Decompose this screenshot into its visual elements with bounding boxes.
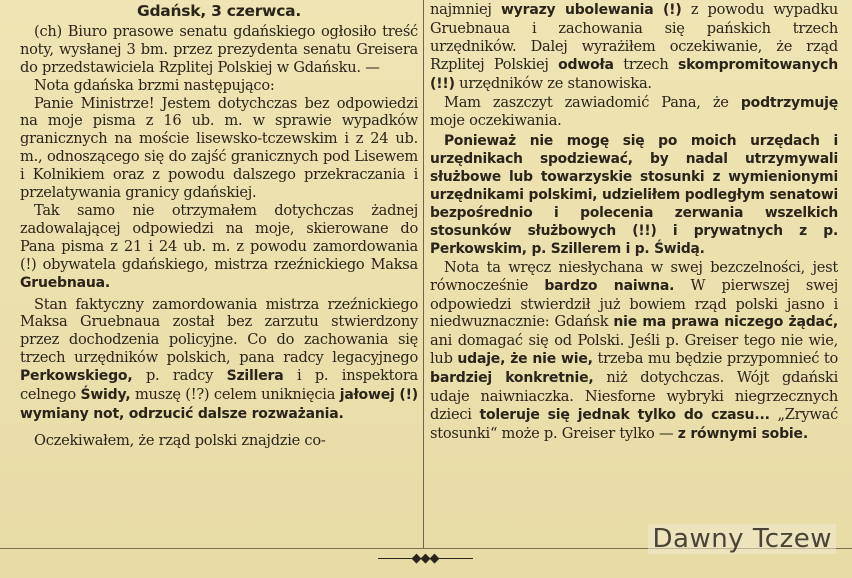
text-span: ani domagać się od Polski. Jeśli p. Greiser tego nie wie, lub [430, 332, 838, 368]
right-paragraph-1 [430, 1, 838, 94]
right-column [430, 1, 838, 444]
text-span: i p. inspektora celnego [20, 367, 419, 404]
text-span: W pierwszej swej odpowiedzi stwierdził już bowiem rząd polski jasno i niedwuznacznie: Gdańsk [430, 276, 839, 331]
bold-name: Świdy, [80, 387, 131, 404]
bold-phrase: z równymi sobie. [677, 425, 808, 442]
ornament-divider: ◆◆◆ [360, 550, 490, 566]
left-paragraph-2: Nota gdańska brzmi następująco: [34, 76, 275, 94]
text-span: Nota ta wręcz niesłychana w swej bezczelności, jest równocześnie [430, 258, 838, 294]
left-paragraph-1: (ch) Biuro prasowe senatu gdańskiego ogłosiło treść noty, wysłanej 3 bm. przez prezydenta senatu Greisera do przedstawiciela Rzplitej Polskiej w Gdańsku. — [20, 22, 418, 76]
text-span: najmniej [430, 1, 492, 18]
bold-phrase: udaje, że nie wie, [457, 351, 593, 368]
dateline: Gdańsk, 3 czerwca. [136, 2, 302, 20]
left-paragraph-4 [20, 202, 418, 293]
bold-phrase: toleruje się jednak tylko do czasu... [479, 406, 770, 423]
text-span: trzeba mu będzie przypomnieć to [597, 350, 839, 368]
bold-phrase: skompromitowanych (!!) [430, 56, 838, 92]
left-paragraph-3: Panie Ministrze! Jestem dotychczas bez odpowiedzi na moje pisma z 16 ub. m. w sprawie wypadków granicznych na moście lisewsko-tczewskim i z 24 ub. m., odnoszącego się do zajść granicznych pod Lisewem i Kolnikiem oraz z powodu dalszego przekraczania i przelatywania granicy gdańskiej. [20, 94, 418, 202]
right-paragraph-2 [430, 94, 838, 131]
column-divider [423, 0, 424, 548]
left-paragraph-5 [20, 296, 418, 424]
right-paragraph-4 [430, 259, 838, 444]
right-paragraph-3-bold: Ponieważ nie mogę się po moich urzędach i urzędnikach spodziewać, by nadal utrzymywali służbowe lub towarzyskie stosunki z wymienionymi urzędnikami polskimi, udzieliłem podległym senatowi bezpośrednio i polecenia zerwania wszelkich stosunków służbowych (!!) i prywatnych z p. Perkowskim, p. Szillerem i p. Świdą. [430, 133, 838, 257]
bold-word: odwoła [558, 56, 614, 73]
watermark-label: Dawny Tczew [648, 524, 836, 554]
text-span: moje oczekiwania. [430, 112, 562, 130]
bold-phrase: wyrazy ubolewania (!) [500, 2, 682, 18]
text-span: niż dotychczas. Wójt gdański udaje naiwniaczka. Niesforne wybryki niegrzecznych dzieci [430, 369, 838, 423]
left-paragraph-6: Oczekiwałem, że rząd polski znajdzie co- [34, 431, 326, 449]
text-span: Mam zaszczyt zawiadomić Pana, że [444, 93, 729, 111]
text-span: muszę (!?) celem uniknięcia [134, 386, 336, 404]
text-span: z powodu wypadku Gruebnaua i zachowania się pańskich trzech urzędników. Dalej wyrażiłem oczekiwanie, że rząd Rzplitej Polskiej [430, 1, 839, 73]
left-column [20, 3, 418, 450]
bold-phrase: nie ma prawa niczego żądać, [613, 314, 838, 331]
bold-word: podtrzymuję [740, 94, 839, 111]
bold-phrase: bardziej konkretnie, [430, 370, 594, 387]
bold-name: Perkowskiego, [20, 368, 133, 385]
bold-phrase: jałowej (!) wymiany not, odrzucić dalsze rozważania. [20, 387, 418, 422]
bold-name: Szillera [226, 368, 284, 385]
text-span: Stan faktyczny zamordowania mistrza rzeźnickiego Maksa Gruebnaua został bez zarzutu stwierdzony przez dochodzenia policyjne. Co do zachowania się trzech urzędników polskich, pana radcy legacyjnego [20, 295, 418, 367]
text-span: p. radcy [145, 367, 214, 385]
text-span: urzędników ze stanowiska. [459, 74, 652, 92]
text-span: Tak samo nie otrzymałem dotychczas żadnej zadowalającej odpowiedzi na moje, skierowane do Pana pisma z 21 i 24 ub. m. z powodu zamordowania (!) obywatela gdańskiego, mistrza rzeźnickiego Maksa [20, 201, 418, 273]
bold-name: Gruebnaua. [20, 274, 111, 291]
bold-phrase: bardzo naiwna. [544, 277, 675, 294]
text-span: „Zrywać stosunki“ może p. Greiser tylko — [430, 405, 838, 442]
text-span: trzech [623, 55, 669, 73]
